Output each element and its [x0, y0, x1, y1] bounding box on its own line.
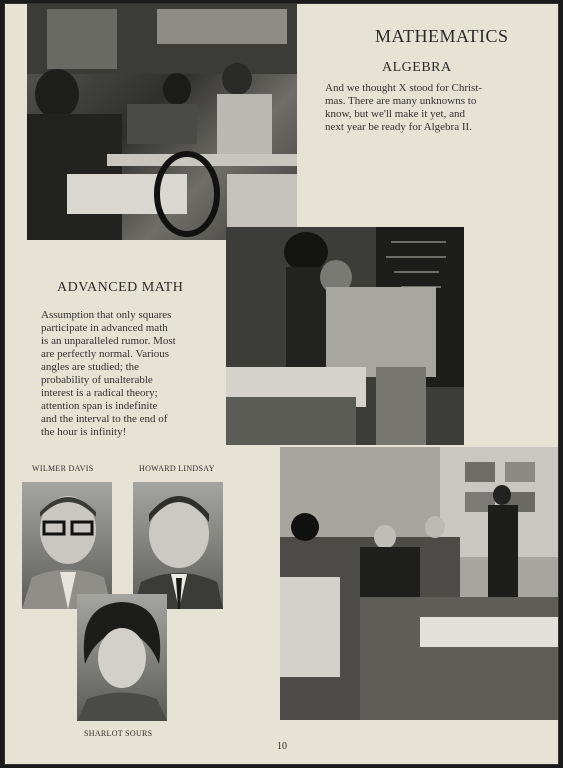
algebra-text: And we thought X stood for Christ- mas. There are many unknowns to know, but we'll make it yet, and next year be ready for Algebra II.: [325, 82, 483, 133]
portrait-caption-wilmer-davis: WILMER DAVIS: [32, 464, 94, 473]
algebra-classroom-photo: [27, 4, 297, 240]
advanced-math-chalkboard-photo: [226, 227, 464, 445]
portrait-howard-lindsay: [133, 482, 223, 609]
portrait-caption-sharlot-sours: SHARLOT SOURS: [84, 729, 153, 738]
yearbook-page: [4, 3, 559, 765]
portrait-caption-howard-lindsay: HOWARD LINDSAY: [139, 464, 215, 473]
advanced-math-text: Assumption that only squares participate in advanced math is an unparalleled rumor. Most are perfectly normal. Various angles are studied; the probability of unalterable interest is a radical theory; attention span is indefinite and the interval to the end of the hour is infinity!: [41, 309, 176, 438]
page-number: 10: [277, 741, 287, 752]
advanced-math-heading: ADVANCED MATH: [57, 280, 184, 295]
classroom-with-teacher-photo: [280, 447, 559, 720]
algebra-heading: ALGEBRA: [382, 60, 452, 75]
mathematics-heading: MATHEMATICS: [375, 26, 509, 46]
portrait-wilmer-davis: [22, 482, 112, 609]
portrait-sharlot-sours: [77, 594, 167, 721]
